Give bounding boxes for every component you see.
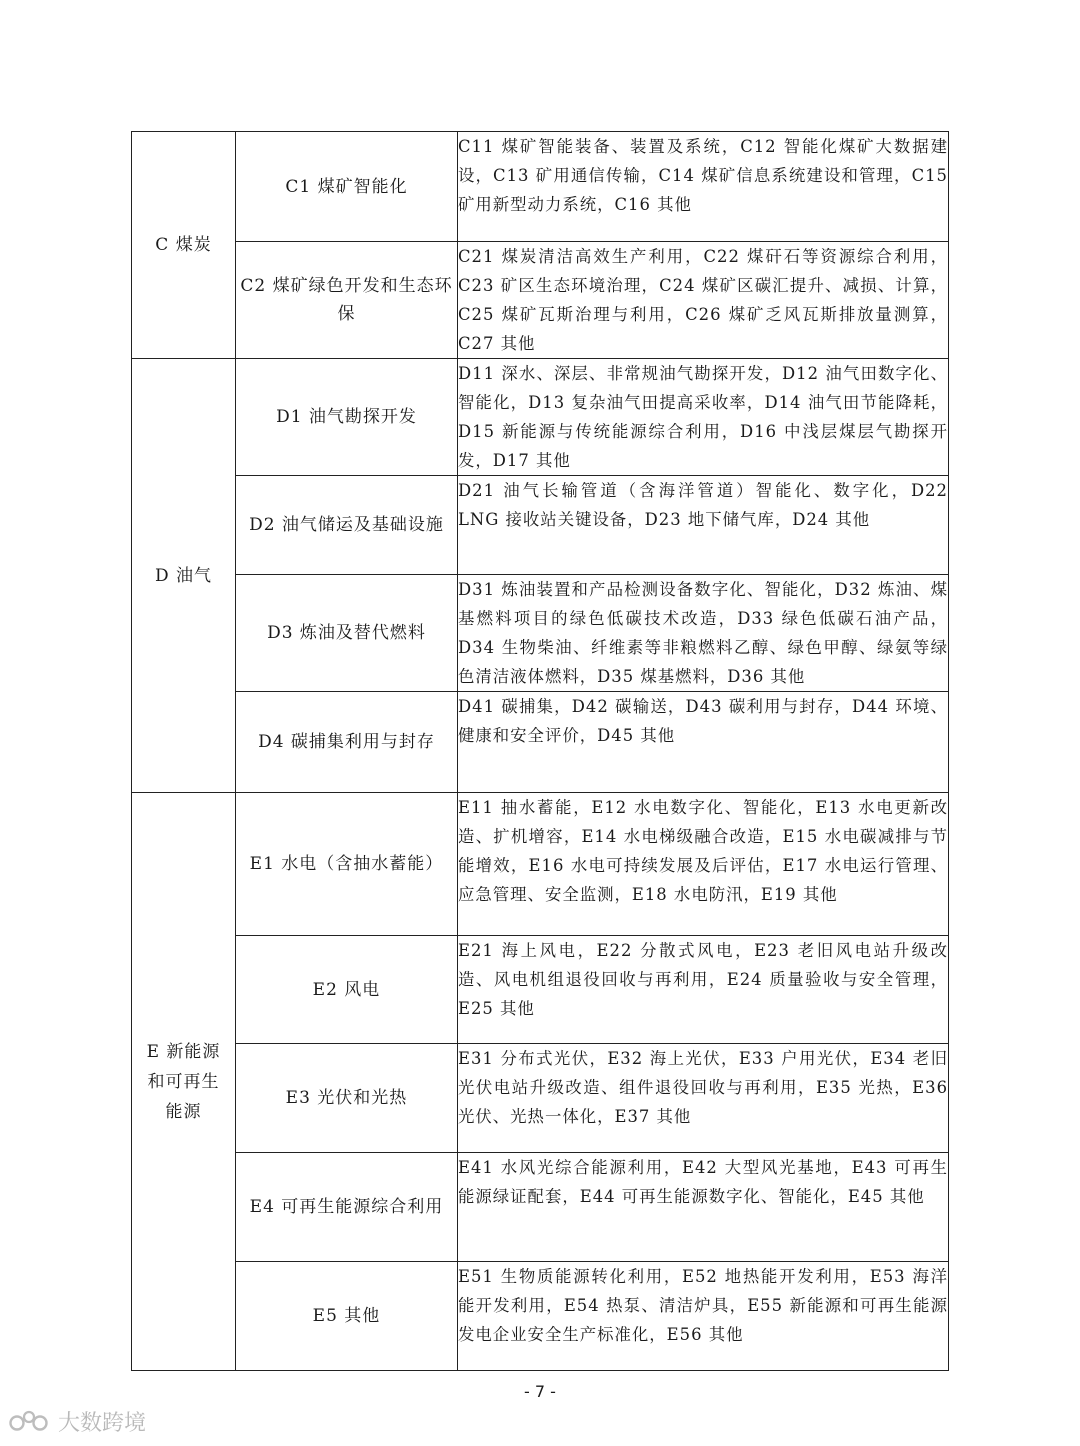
watermark-text: 大数跨境 (58, 1411, 147, 1436)
subcategory-name: D4 碳捕集利用与封存 (236, 692, 458, 793)
subcategory-name: E4 可再生能源综合利用 (236, 1153, 458, 1262)
table-row (132, 1153, 949, 1262)
table-row (132, 692, 949, 793)
category-table (131, 131, 949, 1371)
table-row (132, 1044, 949, 1153)
table-row (132, 242, 949, 359)
section-name: E 新能源和可再生能源 (132, 793, 236, 1371)
subcategory-description: C21 煤炭清洁高效生产利用，C22 煤矸石等资源综合利用，C23 矿区生态环境治理，C24 煤矿区碳汇提升、减损、计算，C25 煤矿瓦斯治理与利用，C26 煤矿乏风瓦斯排放量测算，C27 其他 (458, 242, 949, 359)
subcategory-name: D3 炼油及替代燃料 (236, 575, 458, 692)
subcategory-description: D11 深水、深层、非常规油气勘探开发，D12 油气田数字化、智能化，D13 复杂油气田提高采收率，D14 油气田节能降耗，D15 新能源与传统能源综合利用，D16 中浅层煤层气勘探开发，D17 其他 (458, 359, 949, 476)
subcategory-name: D2 油气储运及基础设施 (236, 476, 458, 575)
subcategory-name: C1 煤矿智能化 (236, 132, 458, 242)
subcategory-description: E41 水风光综合能源利用，E42 大型风光基地，E43 可再生能源绿证配套，E44 可再生能源数字化、智能化，E45 其他 (458, 1153, 949, 1262)
table-row (132, 476, 949, 575)
table-row (132, 793, 949, 936)
subcategory-description: E51 生物质能源转化利用，E52 地热能开发利用，E53 海洋能开发利用，E54 热泵、清洁炉具，E55 新能源和可再生能源发电企业安全生产标准化，E56 其他 (458, 1262, 949, 1371)
table-row (132, 1262, 949, 1371)
page-number: - 7 - (524, 1382, 556, 1401)
subcategory-name: E3 光伏和光热 (236, 1044, 458, 1153)
section-name: C 煤炭 (132, 132, 236, 359)
watermark (8, 1406, 146, 1437)
table-row (132, 132, 949, 242)
subcategory-name: E1 水电（含抽水蓄能） (236, 793, 458, 936)
table-row (132, 575, 949, 692)
subcategory-description: D21 油气长输管道（含海洋管道）智能化、数字化，D22 LNG 接收站关键设备，D23 地下储气库，D24 其他 (458, 476, 949, 575)
subcategory-description: C11 煤矿智能装备、装置及系统，C12 智能化煤矿大数据建设，C13 矿用通信传输，C14 煤矿信息系统建设和管理，C15 矿用新型动力系统，C16 其他 (458, 132, 949, 242)
subcategory-name: E2 风电 (236, 936, 458, 1044)
subcategory-description: D41 碳捕集，D42 碳输送，D43 碳利用与封存，D44 环境、健康和安全评价，D45 其他 (458, 692, 949, 793)
subcategory-name: D1 油气勘探开发 (236, 359, 458, 476)
subcategory-description: E21 海上风电，E22 分散式风电，E23 老旧风电站升级改造、风电机组退役回收与再利用，E24 质量验收与安全管理，E25 其他 (458, 936, 949, 1044)
subcategory-description: D31 炼油装置和产品检测设备数字化、智能化，D32 炼油、煤基燃料项目的绿色低碳技术改造，D33 绿色低碳石油产品，D34 生物柴油、纤维素等非粮燃料乙醇、绿色甲醇、绿氨等绿色清洁液体燃料，D35 煤基燃料，D36 其他 (458, 575, 949, 692)
subcategory-description: E11 抽水蓄能，E12 水电数字化、智能化，E13 水电更新改造、扩机增容，E14 水电梯级融合改造，E15 水电碳减排与节能增效，E16 水电可持续发展及后评估，E17 水电运行管理、应急管理、安全监测，E18 水电防汛，E19 其他 (458, 793, 949, 936)
subcategory-name: E5 其他 (236, 1262, 458, 1371)
table-row (132, 359, 949, 476)
watermark-logo-icon (8, 1407, 54, 1437)
section-name: D 油气 (132, 359, 236, 793)
table-row (132, 936, 949, 1044)
subcategory-name: C2 煤矿绿色开发和生态环保 (236, 242, 458, 359)
subcategory-description: E31 分布式光伏，E32 海上光伏，E33 户用光伏，E34 老旧光伏电站升级改造、组件退役回收与再利用，E35 光热，E36 光伏、光热一体化，E37 其他 (458, 1044, 949, 1153)
